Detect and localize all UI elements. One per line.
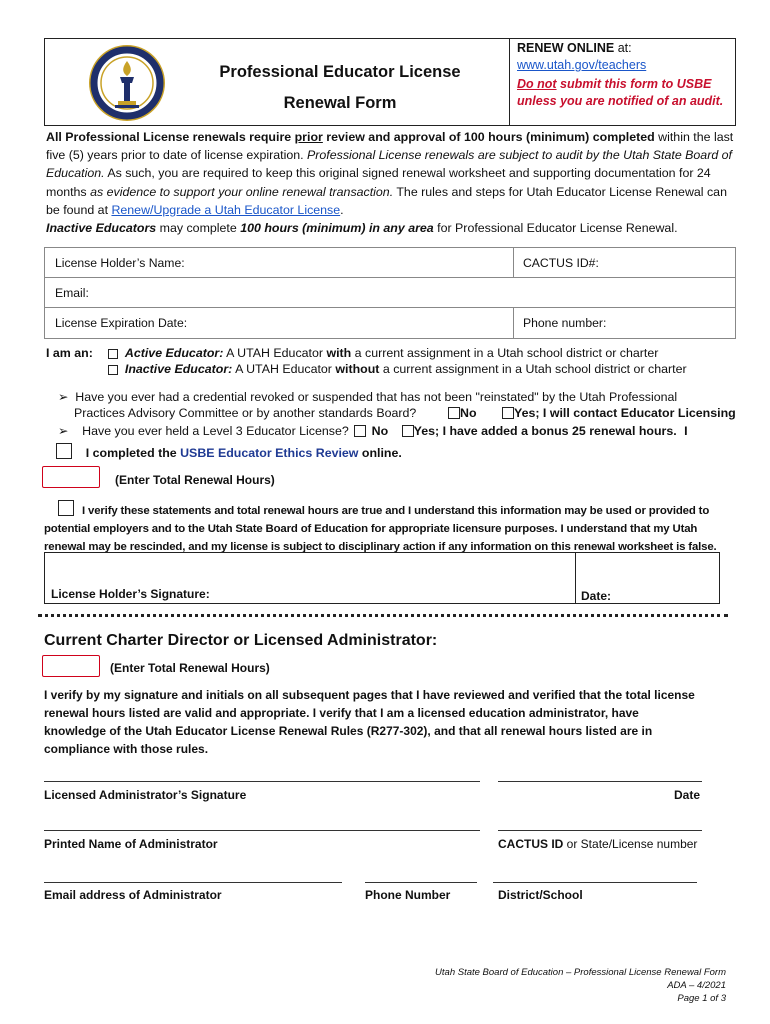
level3-no-checkbox[interactable]	[354, 425, 366, 437]
admin-hours-label: (Enter Total Renewal Hours)	[110, 661, 270, 675]
holder-signature-box	[44, 552, 720, 604]
total-renewal-hours-input[interactable]	[42, 466, 100, 488]
header-box	[44, 38, 736, 126]
holder-signature-field[interactable]: License Holder’s Signature:	[51, 587, 210, 601]
bullet-arrow-icon: ➢	[58, 390, 69, 404]
title-line-2: Renewal Form	[283, 94, 397, 112]
phone-number-field[interactable]: Phone number:	[523, 316, 607, 330]
admin-phone-line[interactable]	[365, 882, 477, 883]
status-options	[108, 346, 687, 377]
revoked-no-checkbox[interactable]	[448, 407, 460, 419]
admin-email-label: Email address of Administrator	[44, 888, 222, 902]
inactive-educator-option: Inactive Educator: A UTAH Educator without a current assignment in a Utah school district or charter	[108, 362, 687, 378]
bullet-arrow-icon: ➢	[58, 424, 69, 438]
renew-upgrade-link[interactable]: Renew/Upgrade a Utah Educator License	[111, 202, 341, 217]
name-row	[45, 248, 735, 278]
status-label: I am an:	[46, 346, 93, 360]
license-holder-info-table	[44, 247, 736, 339]
admin-verify-paragraph: I verify by my signature and initials on all subsequent pages that I have reviewed and verified that the total license renewal hours listed are valid and appropriate. I verify that I am a licensed education administrator, have knowledge of the Utah Educator License Renewal Rules (R277-302), and that all renewal hours listed are in compliance with those rules.	[44, 688, 695, 756]
form-title	[165, 57, 515, 119]
renew-url-link[interactable]: www.utah.gov/teachers	[517, 58, 647, 72]
admin-printed-name-line[interactable]	[44, 830, 480, 831]
admin-district-line[interactable]	[493, 882, 697, 883]
email-row	[45, 278, 735, 308]
credential-revoked-question: ➢ Have you ever had a credential revoked or suspended that has not been "reinstated" by the Utah Professional Practices Advisory Committee or by another standards Board? No Yes; I will contact Educator Licensing	[58, 390, 736, 420]
admin-phone-label: Phone Number	[365, 888, 451, 902]
page-number: Page 1 of 3	[677, 993, 726, 1004]
license-expiration-field[interactable]: License Expiration Date:	[55, 316, 188, 330]
section-divider	[38, 614, 728, 617]
page-footer	[420, 966, 726, 1005]
ethics-review-checkbox[interactable]	[56, 443, 72, 459]
active-educator-option: Active Educator: A UTAH Educator with a current assignment in a Utah school district or charter	[108, 346, 687, 362]
admin-heading: Current Charter Director or Licensed Administrator:	[44, 632, 438, 649]
admin-printed-name-label: Printed Name of Administrator	[44, 837, 218, 851]
footer-form-id: Utah State Board of Education – Professional License Renewal Form ADA – 4/2021	[435, 967, 726, 991]
renew-online-label: RENEW ONLINE	[517, 41, 615, 55]
admin-cactus-label: CACTUS ID or State/License number	[498, 837, 698, 851]
level3-license-question: ➢ Have you ever held a Level 3 Educator License? No Yes; I have added a bonus 25 renewal hours. I	[58, 424, 688, 438]
cactus-id-field[interactable]: CACTUS ID#:	[523, 256, 599, 270]
usbe-seal-logo	[87, 43, 167, 123]
license-holder-name-field[interactable]: License Holder’s Name:	[55, 256, 185, 270]
admin-email-line[interactable]	[44, 882, 342, 883]
holder-date-field[interactable]: Date:	[581, 589, 612, 603]
level3-yes-checkbox[interactable]	[402, 425, 414, 437]
do-not-text: Do not	[517, 77, 557, 91]
ethics-review-row: I completed the USBE Educator Ethics Review online.	[56, 443, 402, 460]
admin-date-line[interactable]	[498, 781, 702, 782]
admin-date-label: Date	[673, 788, 700, 802]
verify-statement: I verify these statements and total renewal hours are true and I understand this information may be used or provided to potential employers and to the Utah State Board of Education for appropriate licensure purposes. I understand that my Utah renewal may be rescinded, and my license is subject to disciplinary action if any information on this renewal worksheet is false.	[44, 505, 717, 553]
email-field[interactable]: Email:	[55, 286, 89, 300]
expiration-row	[45, 308, 735, 338]
title-line-1: Professional Educator License	[219, 63, 461, 81]
ethics-review-link[interactable]: USBE Educator Ethics Review	[180, 446, 359, 460]
admin-signature-line[interactable]	[44, 781, 480, 782]
admin-signature-label: Licensed Administrator’s Signature	[44, 788, 247, 802]
admin-cactus-line[interactable]	[498, 830, 702, 831]
inactive-educator-checkbox[interactable]	[108, 365, 118, 375]
hours-label: (Enter Total Renewal Hours)	[115, 473, 275, 487]
revoked-yes-checkbox[interactable]	[502, 407, 514, 419]
audit-warning: unless you are notified of an audit.	[517, 94, 724, 108]
admin-district-label: District/School	[498, 888, 583, 902]
active-educator-checkbox[interactable]	[108, 349, 118, 359]
admin-total-hours-input[interactable]	[42, 655, 100, 677]
intro-paragraph: All Professional License renewals require prior review and approval of 100 hours (minimum) completed within the last five (5) years prior to date of license expiration. Professional License renewals are subject to audit by the Utah State Board of Education. As such, you are required to keep this original signed renewal worksheet and supporting documentation for 24 months as evidence to support your online renewal transaction. The rules and steps for Utah Educator License Renewal can be found at Renew/Upgrade a Utah Educator License. Inactive Educators may complete 100 hours (minimum) in any area for Professional Educator License Renewal.	[46, 130, 734, 236]
renew-online-block: RENEW ONLINE at: www.utah.gov/teachers Do not submit this form to USBE unless you are notified of an audit.	[517, 40, 733, 110]
